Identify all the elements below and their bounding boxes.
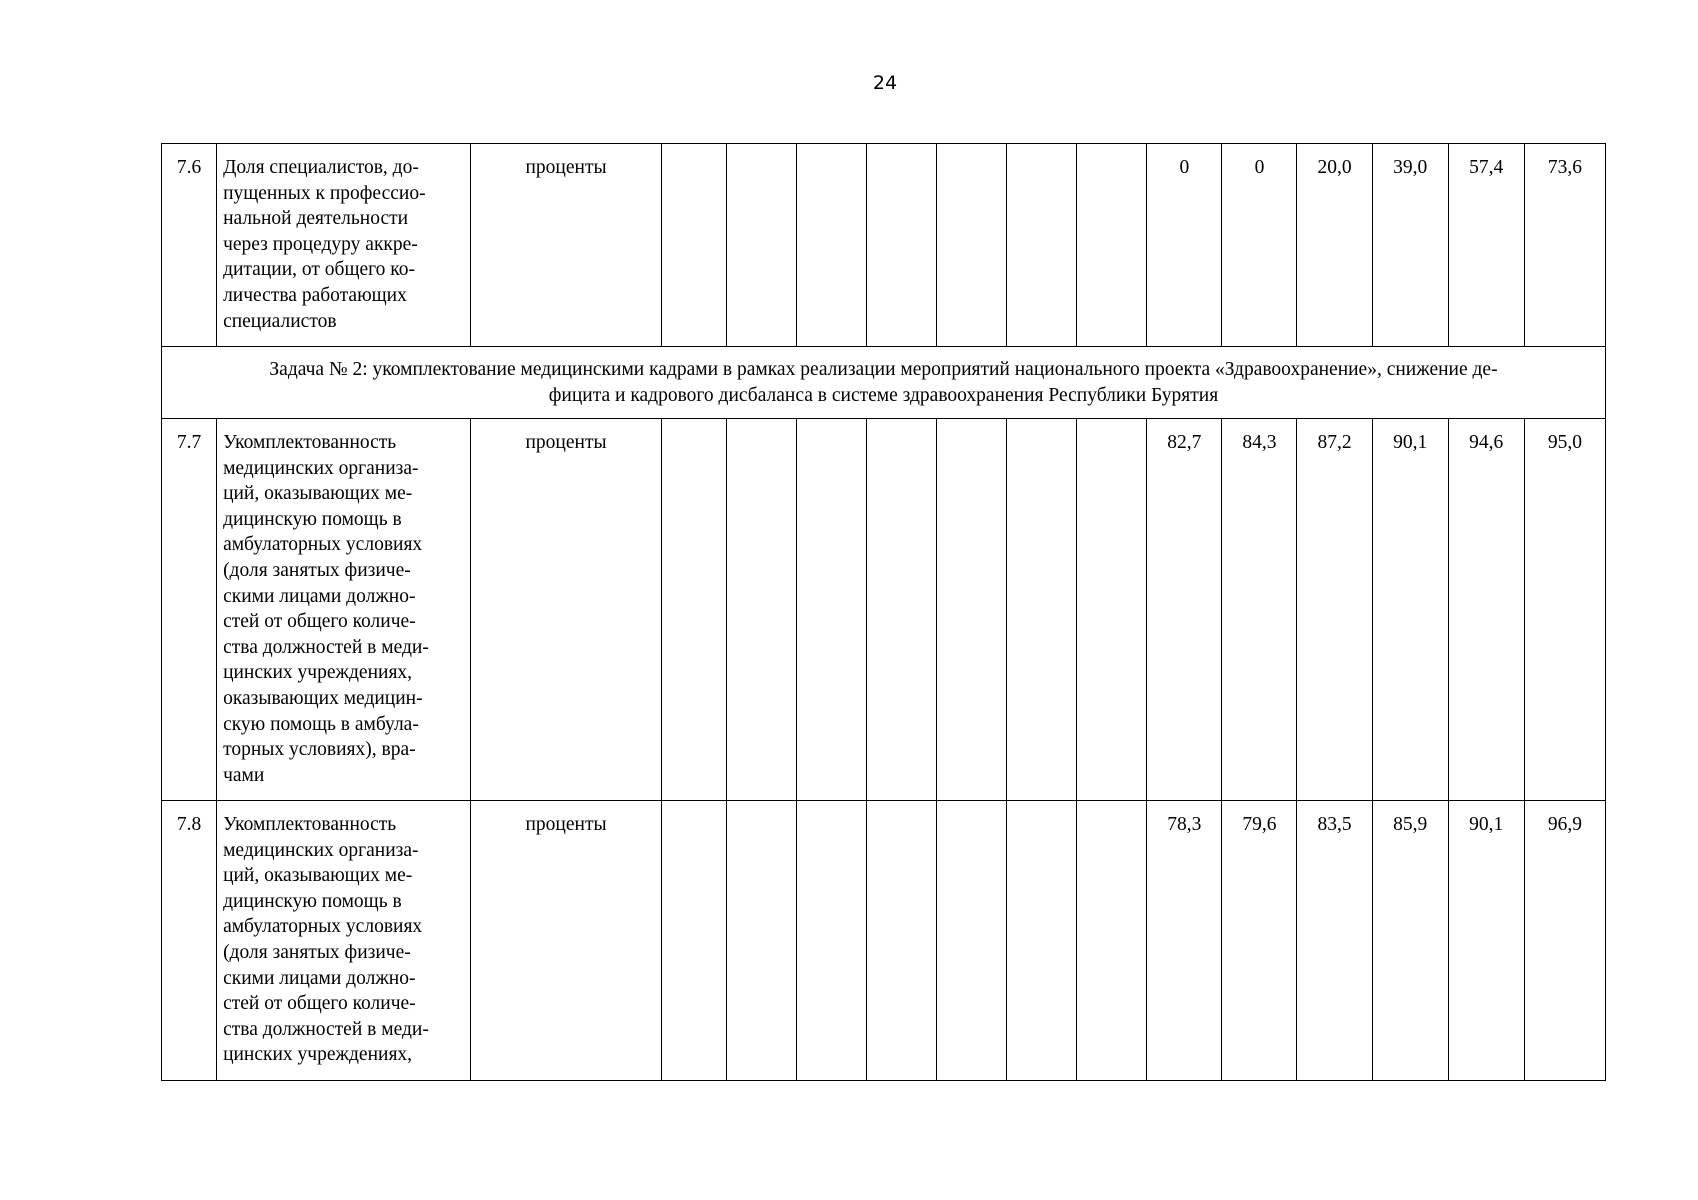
value-cell: 20,0 bbox=[1297, 144, 1372, 347]
empty-cell bbox=[796, 801, 866, 1081]
empty-cell bbox=[937, 419, 1007, 801]
value-cell: 96,9 bbox=[1524, 801, 1605, 1081]
value-cell: 39,0 bbox=[1372, 144, 1448, 347]
indicator-name: Укомплектованность медицинских организа- ций, оказывающих ме- дицинскую помощь в амбулаторных условиях (доля занятых физиче- скими лицами должно- стей от общего количе- ства должностей в меди- цинских учреждениях, оказывающих медицин- скую помощь в амбула- торных условиях), вра- чами bbox=[217, 419, 471, 801]
value-cell: 85,9 bbox=[1372, 801, 1448, 1081]
unit-cell: проценты bbox=[471, 801, 661, 1081]
table-row bbox=[162, 801, 1606, 1081]
empty-cell bbox=[1077, 801, 1147, 1081]
value-cell: 90,1 bbox=[1372, 419, 1448, 801]
empty-cell bbox=[726, 144, 796, 347]
empty-cell bbox=[866, 419, 936, 801]
row-number: 7.6 bbox=[162, 144, 217, 347]
value-cell: 73,6 bbox=[1524, 144, 1605, 347]
value-cell: 90,1 bbox=[1448, 801, 1524, 1081]
empty-cell bbox=[1007, 419, 1077, 801]
row-number: 7.8 bbox=[162, 801, 217, 1081]
empty-cell bbox=[1077, 419, 1147, 801]
table-row bbox=[162, 419, 1606, 801]
unit-cell: проценты bbox=[471, 144, 661, 347]
page-number: 24 bbox=[872, 72, 898, 94]
value-cell: 82,7 bbox=[1147, 419, 1222, 801]
value-cell: 87,2 bbox=[1297, 419, 1372, 801]
value-cell: 57,4 bbox=[1448, 144, 1524, 347]
empty-cell bbox=[937, 801, 1007, 1081]
value-cell: 0 bbox=[1147, 144, 1222, 347]
value-cell: 0 bbox=[1222, 144, 1297, 347]
indicator-name: Доля специалистов, до- пущенных к профессио- нальной деятельности через процедуру аккре- дитации, от общего ко- личества работающих специалистов bbox=[217, 144, 471, 347]
value-cell: 95,0 bbox=[1524, 419, 1605, 801]
empty-cell bbox=[1077, 144, 1147, 347]
unit-cell: проценты bbox=[471, 419, 661, 801]
empty-cell bbox=[661, 801, 726, 1081]
empty-cell bbox=[661, 144, 726, 347]
empty-cell bbox=[1007, 801, 1077, 1081]
value-cell: 94,6 bbox=[1448, 419, 1524, 801]
indicators-table bbox=[161, 143, 1606, 1081]
row-number: 7.7 bbox=[162, 419, 217, 801]
empty-cell bbox=[866, 144, 936, 347]
task-heading: Задача № 2: укомплектование медицинскими кадрами в рамках реализации мероприятий национального проекта «Здравоохранение», снижение де- фицита и кадрового дисбаланса в системе здравоохранения Республики Бурятия bbox=[162, 347, 1606, 419]
value-cell: 79,6 bbox=[1222, 801, 1297, 1081]
empty-cell bbox=[661, 419, 726, 801]
empty-cell bbox=[796, 419, 866, 801]
value-cell: 83,5 bbox=[1297, 801, 1372, 1081]
value-cell: 78,3 bbox=[1147, 801, 1222, 1081]
table-row bbox=[162, 144, 1606, 347]
value-cell: 84,3 bbox=[1222, 419, 1297, 801]
empty-cell bbox=[726, 419, 796, 801]
indicator-name: Укомплектованность медицинских организа- ций, оказывающих ме- дицинскую помощь в амбулаторных условиях (доля занятых физиче- скими лицами должно- стей от общего количе- ства должностей в меди- цинских учреждениях, bbox=[217, 801, 471, 1081]
empty-cell bbox=[796, 144, 866, 347]
empty-cell bbox=[726, 801, 796, 1081]
empty-cell bbox=[1007, 144, 1077, 347]
empty-cell bbox=[866, 801, 936, 1081]
task-row bbox=[162, 347, 1606, 419]
empty-cell bbox=[937, 144, 1007, 347]
